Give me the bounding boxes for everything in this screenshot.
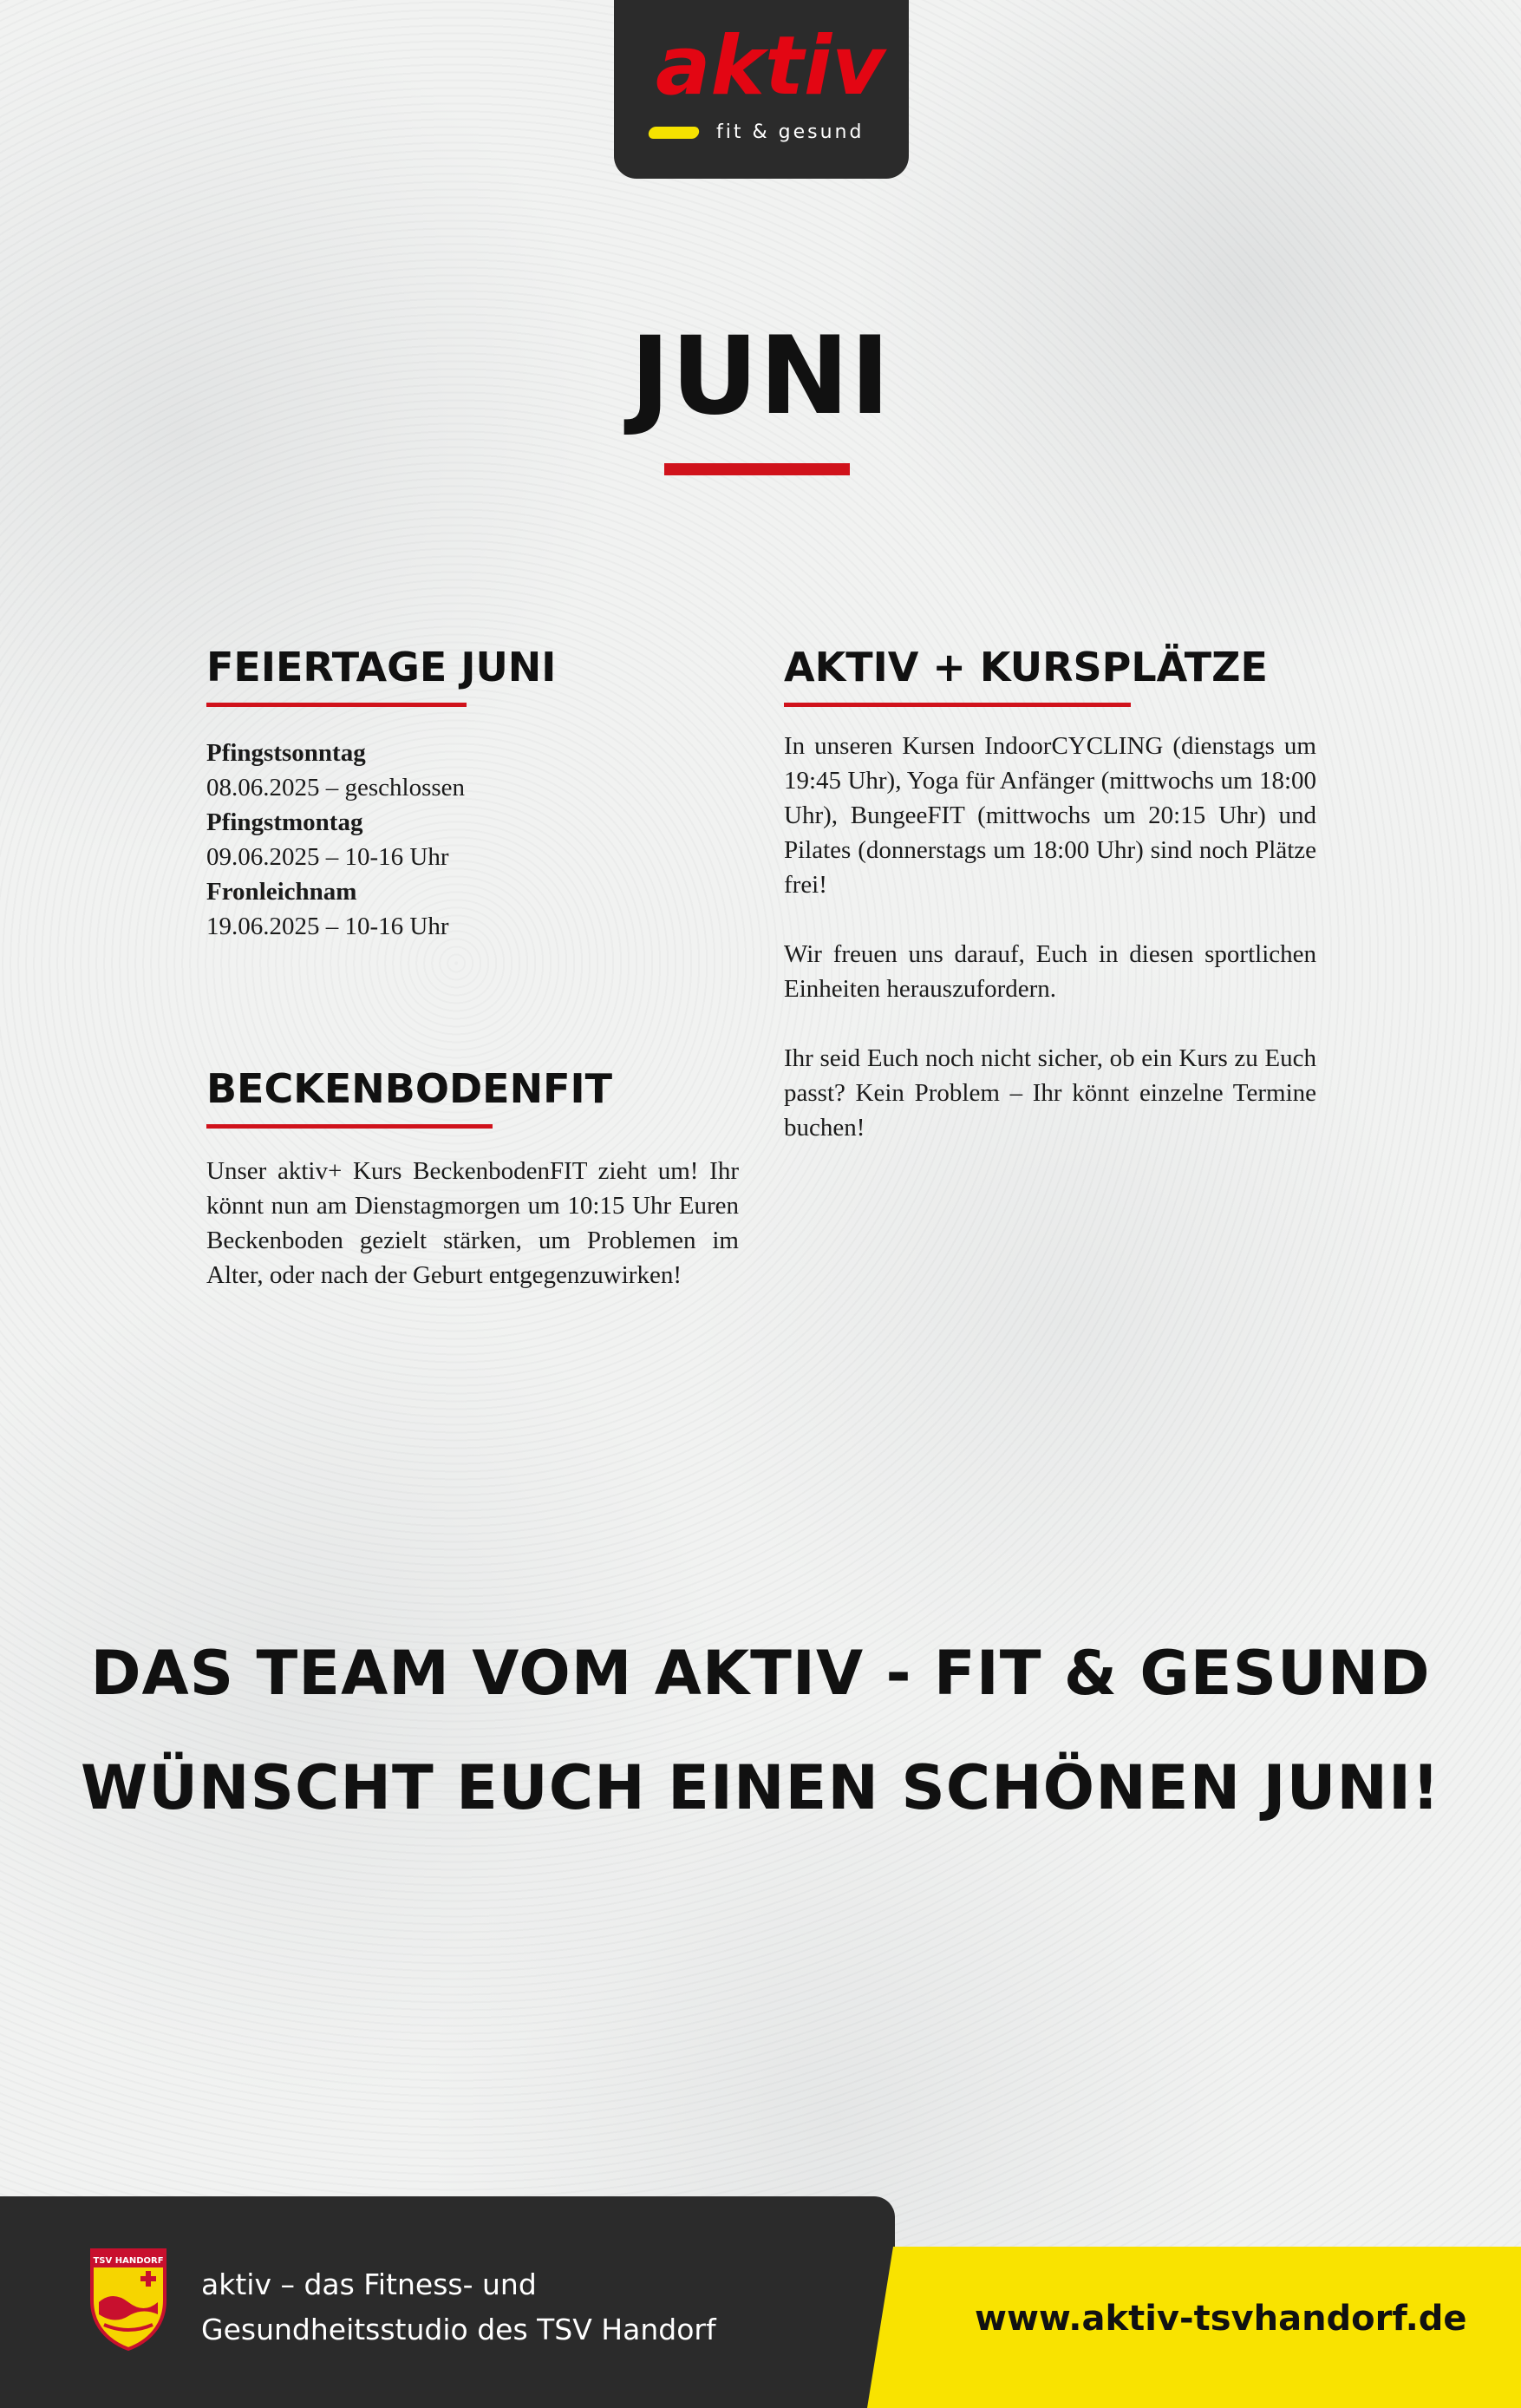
kursplaetze-paragraph: In unseren Kursen IndoorCYCLING (dienstags um 19:45 Uhr), Yoga für Anfänger (mittwochs um 18:00 Uhr), BungeeFIT (mittwochs um 20:15 Uhr) und Pilates (donnerstags um 18:00 Uhr) sind noch Plätze frei! <box>784 732 1316 899</box>
holiday-name: Fronleichnam <box>206 878 357 906</box>
page-title: JUNI <box>630 314 891 439</box>
holidays-heading: FEIERTAGE JUNI <box>206 644 557 690</box>
beckenboden-heading-underline <box>206 1124 493 1129</box>
beckenboden-text: Unser aktiv+ Kurs BeckenbodenFIT zieht um! Ihr könnt nun am Dienstagmorgen um 10:15 Uhr Euren Beckenboden gezielt stärken, um Problemen im Alter, oder nach der Geburt entgegenzuwirken! <box>206 1157 739 1289</box>
footer-line-2: Gesundheitsstudio des TSV Handorf <box>201 2313 716 2346</box>
title-underline <box>664 463 850 475</box>
holiday-name: Pfingstmontag <box>206 808 363 836</box>
logo-tab <box>614 0 909 179</box>
kursplaetze-heading-underline <box>784 703 1131 707</box>
logo-word: aktiv <box>656 19 885 114</box>
holidays-list <box>206 736 744 944</box>
website-link[interactable]: www.aktiv-tsvhandorf.de <box>975 2299 1467 2339</box>
holidays-heading-underline <box>206 703 467 707</box>
holiday-detail: 09.06.2025 – 10-16 Uhr <box>206 843 449 871</box>
kursplaetze-text <box>784 729 1316 1145</box>
closing-line-2: WÜNSCHT EUCH EINEN SCHÖNEN JUNI! <box>80 1752 1440 1823</box>
holiday-name: Pfingstsonntag <box>206 739 366 767</box>
tsv-handorf-crest-icon <box>87 2247 170 2352</box>
holiday-detail: 19.06.2025 – 10-16 Uhr <box>206 913 449 940</box>
logo-tagline: fit & gesund <box>716 121 865 143</box>
beckenboden-heading: BECKENBODENFIT <box>206 1065 612 1112</box>
crest-label: TSV HANDORF <box>93 2256 164 2266</box>
logo-accent-bar <box>648 127 701 139</box>
kursplaetze-paragraph: Wir freuen uns darauf, Euch in diesen sportlichen Einheiten herauszufordern. <box>784 940 1316 1003</box>
footer-description <box>201 2262 716 2352</box>
closing-line-1: DAS TEAM VOM AKTIV - FIT & GESUND <box>90 1638 1431 1709</box>
kursplaetze-heading: AKTIV + KURSPLÄTZE <box>784 644 1268 690</box>
kursplaetze-paragraph: Ihr seid Euch noch nicht sicher, ob ein Kurs zu Euch passt? Kein Problem – Ihr könnt einzelne Termine buchen! <box>784 1044 1316 1142</box>
footer-line-1: aktiv – das Fitness- und <box>201 2267 537 2301</box>
holiday-detail: 08.06.2025 – geschlossen <box>206 774 466 802</box>
